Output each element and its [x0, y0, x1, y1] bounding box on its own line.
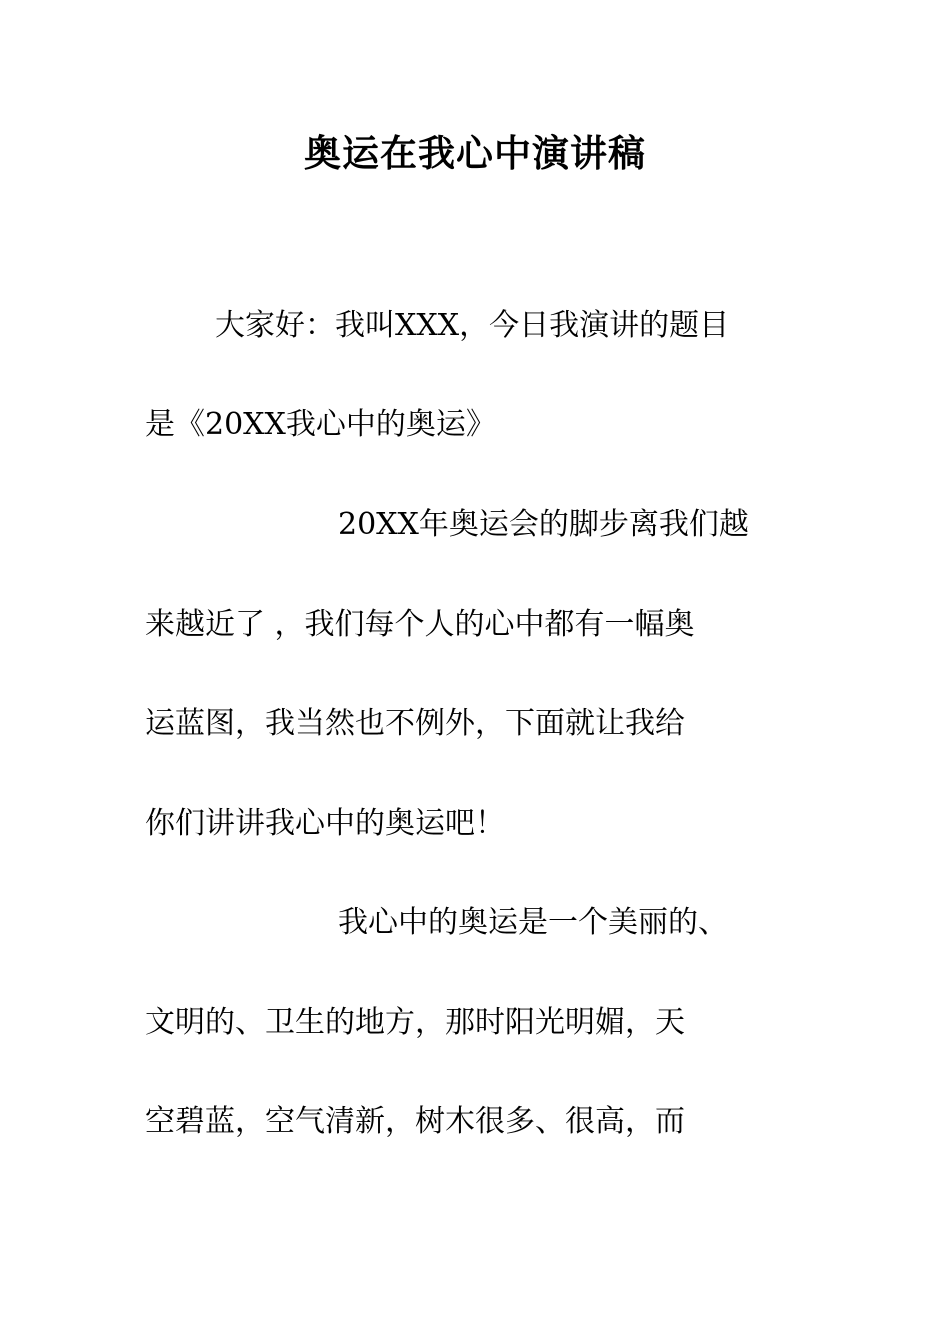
document-title: 奥运在我心中演讲稿 [304, 132, 646, 175]
body-line-2: 是《20XX我心中的奥运》 [145, 407, 496, 442]
body-line-5: 运蓝图，我当然也不例外，下面就让我给 [145, 706, 685, 741]
body-line-4: 来越近了 ，我们每个人的心中都有一幅奥 [145, 607, 695, 642]
body-line-9: 空碧蓝，空气清新，树木很多、很高，而 [145, 1104, 685, 1139]
body-line-8: 文明的、卫生的地方，那时阳光明媚，天 [145, 1005, 685, 1040]
body-line-7: 我心中的奥运是一个美丽的、 [338, 905, 728, 940]
body-line-1: 大家好：我叫XXX，今日我演讲的题目 [215, 308, 730, 343]
body-line-3: 20XX年奥运会的脚步离我们越 [338, 507, 749, 542]
body-line-6: 你们讲讲我心中的奥运吧！ [145, 806, 505, 841]
